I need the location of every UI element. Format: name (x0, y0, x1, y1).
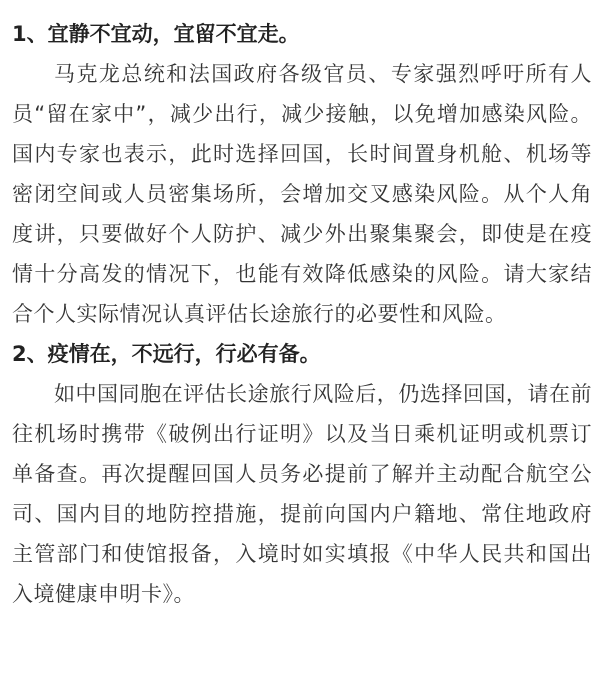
section-heading-2: 2、疫情在，不远行，行必有备。 (12, 342, 321, 366)
section-body-2: 如中国同胞在评估长途旅行风险后，仍选择回国，请在前往机场时携带《破例出行证明》以及当日乘机证明或机票订单备查。再次提醒回国人员务必提前了解并主动配合航空公司、国内目的地防控措施，提前向国内户籍地、常住地政府主管部门和使馆报备，入境时如实填报《中华人民共和国出入境健康申明卡》。 (12, 382, 592, 606)
section-body-1: 马克龙总统和法国政府各级官员、专家强烈呼吁所有人员“留在家中”，减少出行，减少接触，以免增加感染风险。国内专家也表示，此时选择回国，长时间置身机舱、机场等密闭空间或人员密集场所，会增加交叉感染风险。从个人角度讲，只要做好个人防护、减少外出聚集聚会，即使是在疫情十分高发的情况下，也能有效降低感染的风险。请大家结合个人实际情况认真评估长途旅行的必要性和风险。 (12, 62, 592, 326)
section-heading-1: 1、宜静不宜动，宜留不宜走。 (12, 22, 300, 46)
